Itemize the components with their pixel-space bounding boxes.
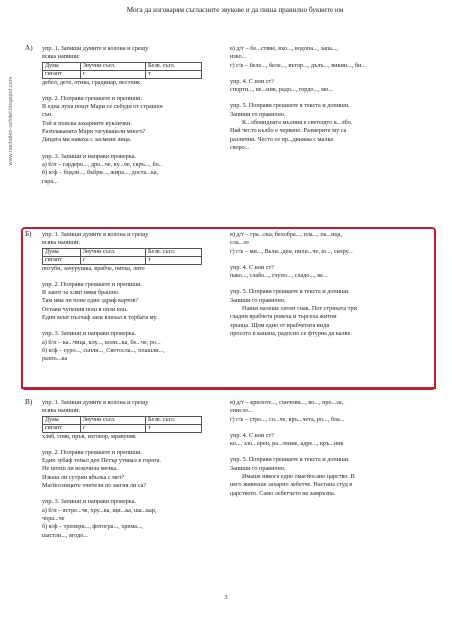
table-row (43, 70, 202, 78)
exercise-line: царството. Само лебетчето не замръзна. (230, 489, 336, 497)
exercise-line: дебел, дете, отива, градинар, вестник (42, 78, 140, 86)
exercise-line: Изкаш ли сутрин ябълка с мет? (42, 473, 125, 481)
exercise-line: хляб, гняв, пръв, изговор, мравуняк (42, 432, 136, 440)
word-table (42, 62, 202, 79)
exercise-line: б) в/ф – трепери..., фотогра..., хрема..., (42, 523, 143, 531)
spacer (42, 145, 224, 153)
section-letter: А) (25, 44, 33, 52)
exercise-line: разпъ...ка (42, 355, 68, 363)
watermark-text: www.nachalen-uchitel.blogspot.com (8, 76, 14, 166)
exercise-line: него живееше захарно лебетче. Настана студ в (230, 481, 353, 489)
spacer (42, 441, 224, 449)
exercise-line: Най често кълбо е червено. Размерите му са (230, 127, 347, 135)
exercise-line: Запиши го правилно. (230, 296, 286, 304)
exercise-line: упр. 2. Поправи грешките и препиши. (42, 280, 142, 288)
exercise-line: всяка напиши: (42, 53, 81, 61)
exercise-line: упр. 2. Поправи грешките и препиши. (42, 448, 142, 456)
exercise-line: в) д/т – бе...ствие, вхо..., водопа..., запа..., (230, 45, 339, 52)
exercise-line: а) б/п – гардеро..., дро...че, ку...че, скръ..., бо.. (42, 160, 162, 168)
spacer (42, 87, 224, 95)
table-cell: т (146, 256, 202, 264)
exercise-line: зрънца. Щом едно от врабчетата видя (230, 321, 330, 329)
exercise-line: в) д/т – крилоте..., сънчови..., во..., про...за, (230, 399, 343, 406)
exercise-line: Там има ли поне един здраф картов? (42, 297, 139, 305)
exercise-line: чора...че (42, 514, 65, 522)
exercise-line: Разплаканата Мари тагуваш́ели много? (42, 128, 146, 136)
exercise-line: а) б/п – ястре...че, хру...ка, щи...ка, ша...кар, (42, 506, 157, 514)
exercise-line: упр. 5. Поправи грешките в текста и допиши. (230, 456, 350, 464)
exercise-line: упр. 5. Поправи грешките в текста и допиши. (230, 288, 350, 296)
table-header-cell: Звучни съгл. (80, 62, 145, 70)
exercise-line: г) г/к – беле..., беле..., вътор..., дълъ..., викин..., би... (230, 61, 366, 69)
section-letter: Б) (25, 230, 32, 238)
word-table (42, 416, 202, 433)
exercise-line: Той и поиска захарните куклички. (42, 119, 132, 127)
section-right-column (230, 45, 426, 152)
exercise-line: К...лбовидната мълния е светещто к...лбо. (242, 119, 353, 127)
highlight-underline (21, 387, 436, 389)
exercise-line: сла...зо (230, 239, 249, 247)
exercise-line: упр. 1. Запиши думите в колона и срещу (42, 45, 149, 52)
exercise-line: просото в канапа, радосно се фтурна да калве. (230, 329, 352, 337)
exercise-line: спорти..., ве...ник, радо..., гордо..., мо... (230, 86, 333, 94)
exercise-line: упр. 1. Запиши думите в колона и срещу (42, 231, 149, 238)
table-cell: т (146, 424, 202, 432)
exercise-line: изво... (230, 53, 247, 61)
exercise-line: сън. (42, 111, 53, 119)
table-header-cell: Дума (43, 416, 81, 424)
blog-watermark (6, 58, 16, 188)
exercise-line: Имаше някога едно омагйосано царство. В (242, 473, 355, 481)
spacer (230, 70, 426, 78)
table-cell: г (80, 424, 145, 432)
table-cell: гигант (43, 424, 81, 432)
table-cell: г (80, 70, 145, 78)
table-cell: г (80, 256, 145, 264)
exercise-line: Дицата ми наваха с засмени лица. (42, 136, 132, 144)
exercise-line: В завот за хляп няма брашно. (42, 289, 120, 297)
exercise-line: В една луна нощт Мари се събуди от страшен (42, 103, 163, 111)
exercise-line: скоро... (230, 143, 250, 151)
exercise-line: Навън валеше ситен снак. Пот стряхата три (242, 305, 357, 313)
table-header-cell: Дума (43, 248, 81, 256)
table-cell: гигант (43, 70, 81, 78)
page-title: Мога да изговарям съгласните звукове и да пиша правилно буквите им (126, 6, 344, 14)
exercise-line: упр. 4. С или ст? (230, 77, 274, 85)
exercise-line: б) в/ф – бодли..., бъбри..., жира..., доста...ка, (42, 169, 159, 177)
spacer (230, 448, 426, 456)
table-header-cell: Звучни съгл. (80, 416, 145, 424)
exercise-line: различни. Често се пр...движва с малка (230, 135, 334, 143)
table-cell: т (146, 70, 202, 78)
exercise-line: упр. 2. Поправи грешките и препиши. (42, 94, 142, 102)
table-row (43, 424, 202, 432)
exercise-line: погуби, зачурушка, врабче, питка, лято (42, 264, 145, 272)
exercise-line: а) б/п – ка...чица, клу..., коли...ка, бе...че, ро... (42, 338, 161, 346)
exercise-line: гара... (42, 177, 58, 185)
exercise-line: Един зубаф топал ден Петър утивал в гората. (42, 457, 161, 465)
table-header-cell: Дума (43, 62, 81, 70)
exercise-line: упр. 3. Запиши и направи проверка. (42, 498, 136, 506)
exercise-line: всяка напиши: (42, 239, 81, 247)
exercise-line: упр. 3. Запиши и направи проверка. (42, 330, 136, 338)
exercise-line: упр. 4. С или ст? (230, 431, 274, 439)
highlight-box (21, 227, 436, 390)
exercise-line: Не штеш ли искочила мечка. (42, 465, 118, 473)
spacer (230, 94, 426, 102)
section-left-column (42, 399, 224, 540)
table-header-cell: Безв. съгл. (146, 416, 202, 424)
table-cell: гигант (43, 256, 81, 264)
exercise-line: в) д/т – гра...ска, белобра..., пла..., па...ица, (230, 231, 343, 238)
exercise-line: б) в/ф – суро..., сьнли..., Светосла..., плашли..., (42, 346, 165, 354)
page-number: 3 (224, 594, 228, 601)
exercise-line: Един млат пълчаф заек влизал в торбата му. (42, 314, 158, 322)
section-letter: В) (25, 398, 33, 406)
spacer (230, 424, 426, 432)
exercise-line: всяка напиши: (42, 407, 81, 415)
table-header-cell: Безв. съгл. (146, 62, 202, 70)
exercise-line: еписзо... (230, 407, 253, 415)
exercise-line: Остави чупения нош в онзи юш. (42, 305, 128, 313)
table-header-cell: Звучни съгл. (80, 248, 145, 256)
exercise-line: упр. 3. Запиши и направи проверка. (42, 152, 136, 160)
exercise-line: упр. 1. Запиши думите в колона и срещу (42, 399, 149, 406)
section-left-column (42, 45, 224, 186)
exercise-line: г) г/к – ми..., Вели...ден, пили...че, ю..., сьпру... (230, 247, 353, 255)
table-header-cell: Безв. съгл. (146, 248, 202, 256)
exercise-line: шастли..., ягодо... (42, 531, 88, 539)
exercise-line: Запиши го правилно. (230, 110, 286, 118)
exercise-line: ко..., зло...орен, ра...тение, адре..., кръ...ник (230, 440, 344, 448)
exercise-line: Магйосниците очители по магия ли са? (42, 482, 147, 490)
spacer (42, 490, 224, 498)
exercise-line: упр. 4. С или ст? (230, 263, 274, 271)
exercise-line: гладни врабчета ровеха и търсеха житни (230, 313, 337, 321)
exercise-line: пако..., слабо..., глупо..., сладо..., ве... (230, 272, 328, 280)
exercise-line: г) г/к – стро..., со...че, кръ...чета, ро..., бла... (230, 415, 345, 423)
exercise-line: упр. 5. Поправи грешките в текста и допиши. (230, 102, 350, 110)
exercise-line: Запиши го правилно. (230, 464, 286, 472)
section-right-column (230, 399, 426, 498)
